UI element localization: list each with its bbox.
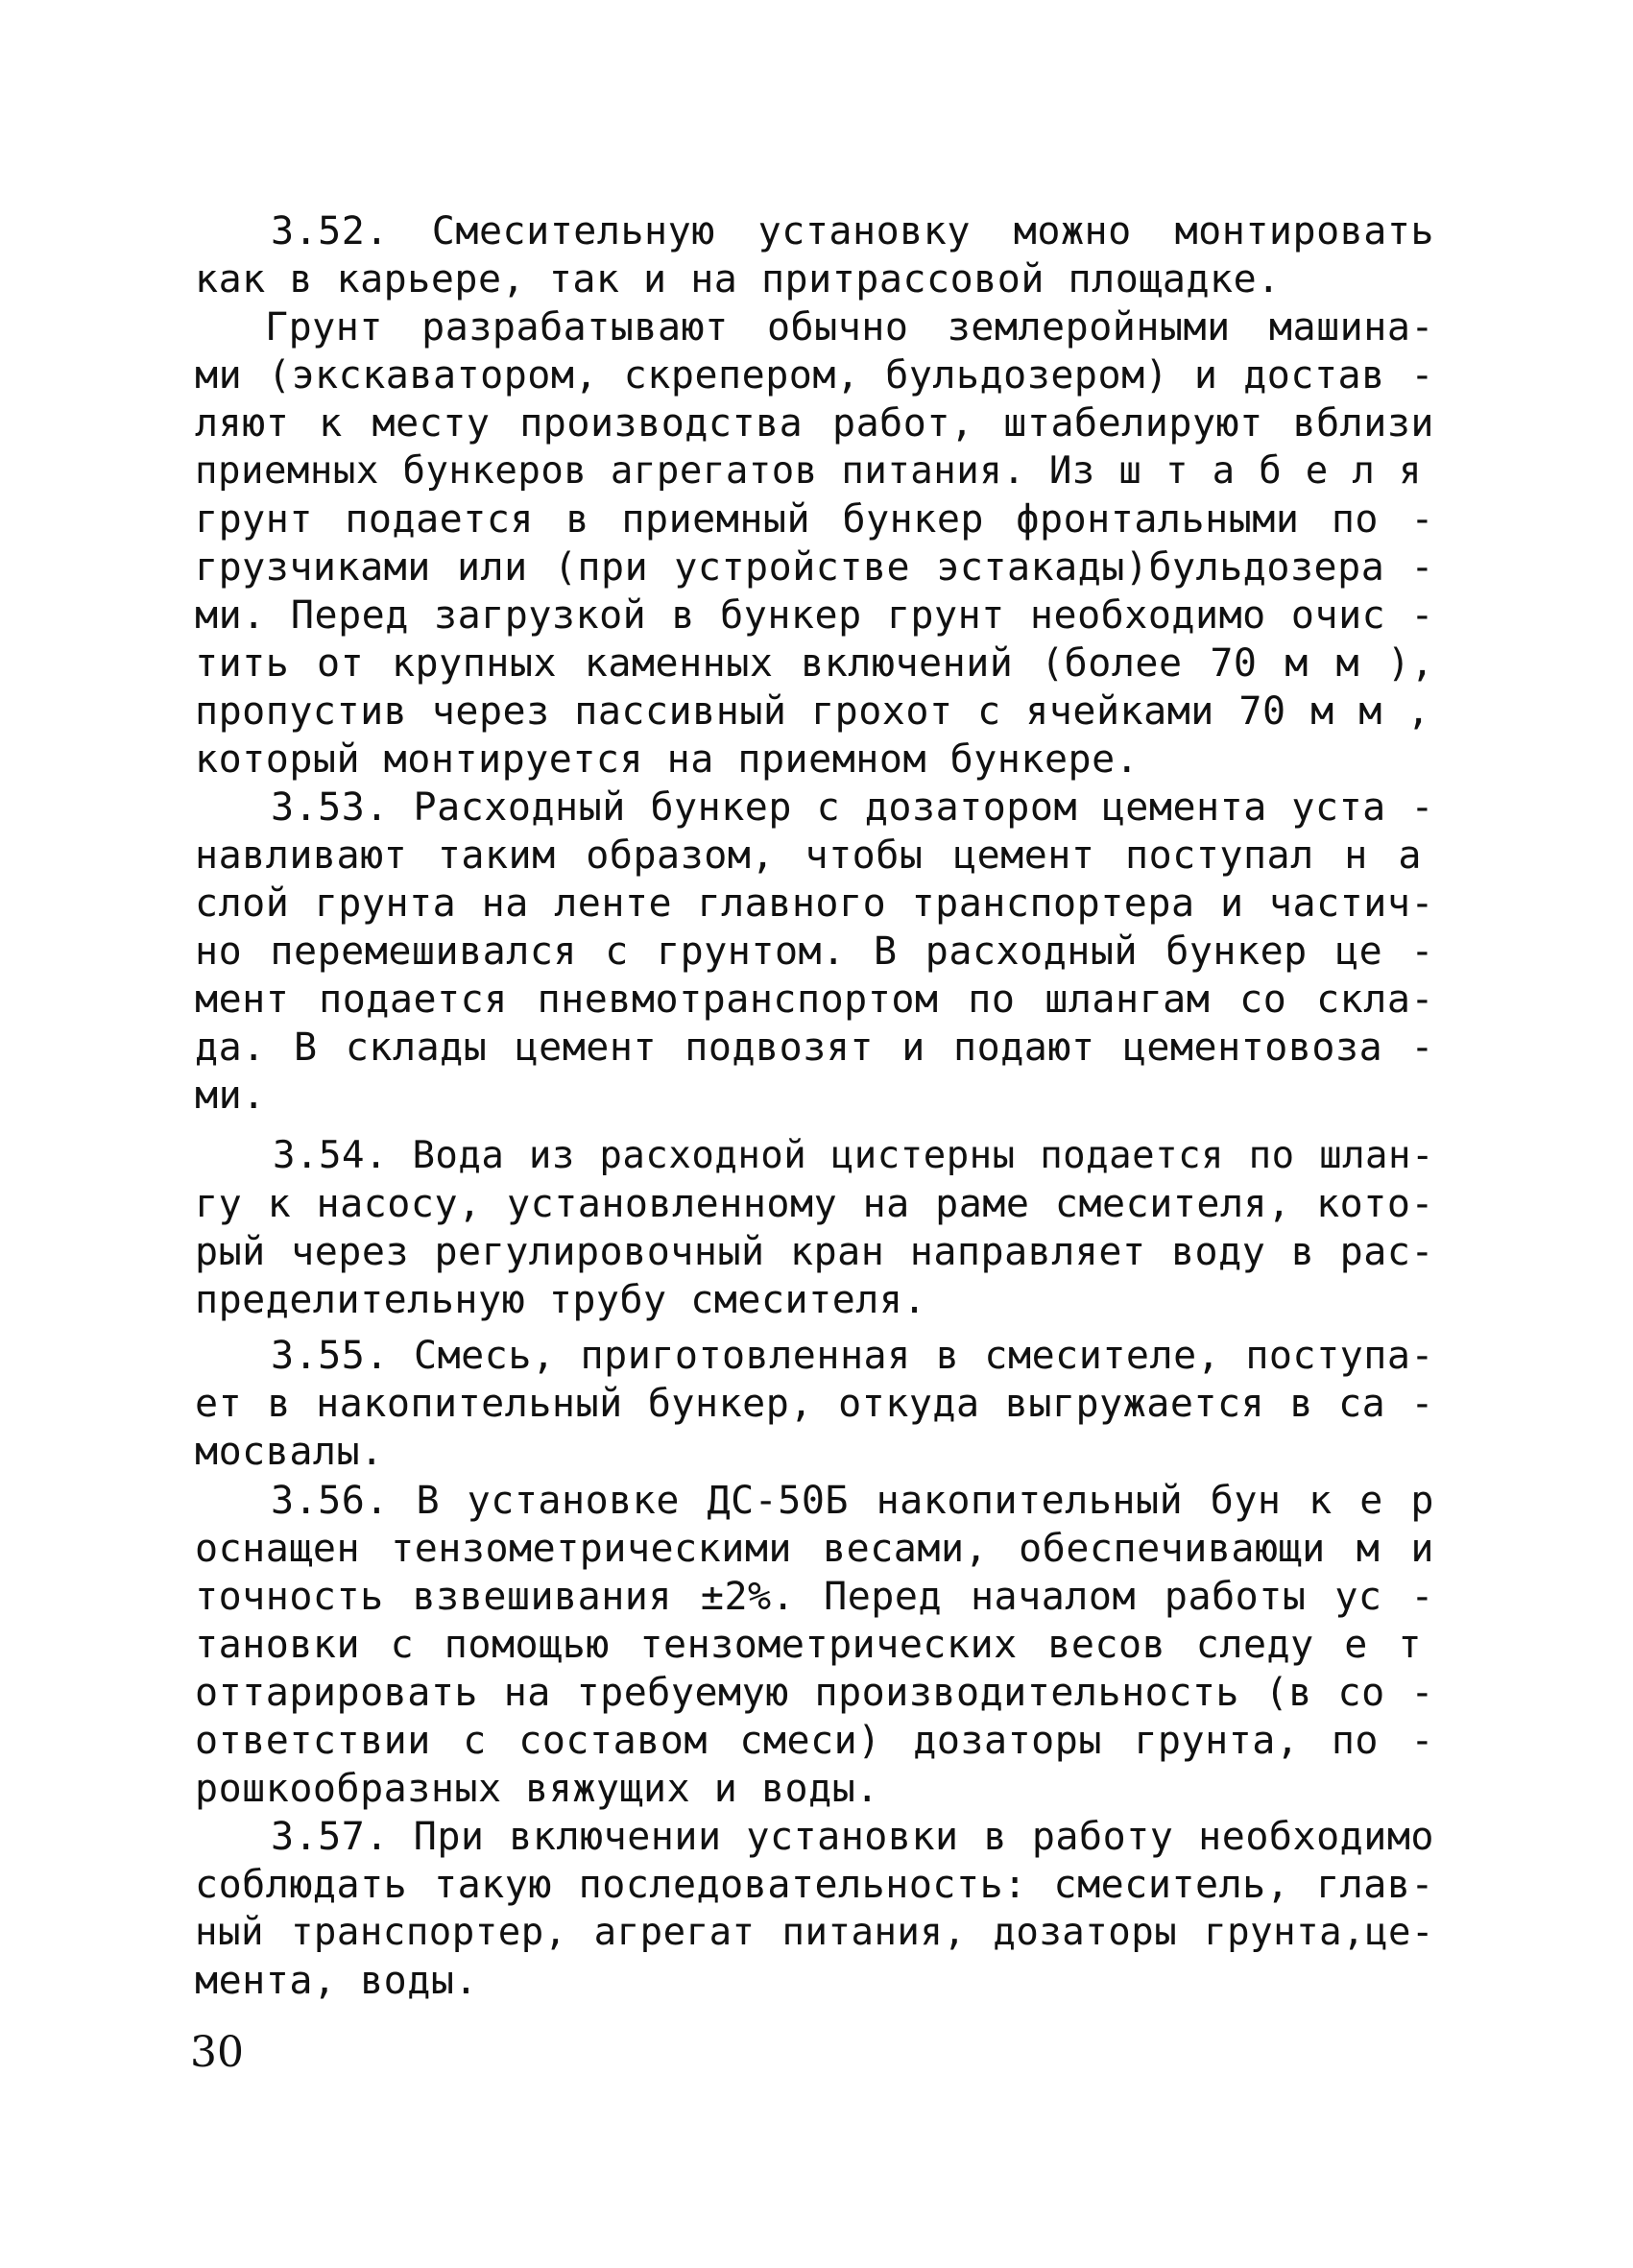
text-line: 3.57. При включении установки в работу необходимо <box>271 1815 1434 1859</box>
text-line: ми. <box>195 1074 266 1118</box>
text-line: ляют к месту производства работ, штабелируют вблизи <box>195 401 1434 446</box>
text-line: который монтируется на приемном бункере. <box>195 737 1140 782</box>
text-line: приемных бункеров агрегатов питания. Из ш т а б е л я <box>195 449 1422 493</box>
text-line: мент подается пневмотранспортом по шлангам со скла- <box>195 977 1434 1022</box>
text-line: грунт подается в приемный бункер фронтальными по - <box>195 497 1434 542</box>
text-line: ми (экскаватором, скрепером, бульдозером) и достав - <box>195 353 1434 398</box>
text-line: да. В склады цемент подвозят и подают цементовоза - <box>195 1025 1434 1070</box>
text-line: ет в накопительный бункер, откуда выгружается в са - <box>195 1382 1434 1426</box>
text-line: 3.52. Смесительную установку можно монтировать <box>271 209 1434 253</box>
text-line: ный транспортер, агрегат питания, дозаторы грунта,це- <box>195 1911 1434 1954</box>
text-line: мосвалы. <box>195 1430 384 1474</box>
text-line: как в карьере, так и на притрассовой площадке. <box>195 257 1281 302</box>
text-line: слой грунта на ленте главного транспортера и частич- <box>195 881 1434 926</box>
text-line: тановки с помощью тензометрических весов следу е т <box>195 1623 1422 1667</box>
text-line: 3.53. Расходный бункер с дозатором цемента уста - <box>271 785 1434 830</box>
text-line: оснащен тензометрическими весами, обеспечивающи м и <box>195 1527 1434 1571</box>
text-line: соблюдать такую последовательность: смеситель, глав- <box>195 1863 1434 1907</box>
text-line: ответствии с составом смеси) дозаторы грунта, по - <box>195 1719 1434 1763</box>
page-number: 30 <box>190 2028 244 2077</box>
text-line: Грунт разрабатывают обычно землеройными машина- <box>265 305 1434 350</box>
text-line: оттарировать на требуемую производительность (в со - <box>195 1671 1434 1715</box>
text-line: точность взвешивания ±2%. Перед началом работы ус - <box>195 1575 1434 1619</box>
text-line: 3.55. Смесь, приготовленная в смесителе, поступа- <box>271 1334 1434 1378</box>
text-line: пределительную трубу смесителя. <box>195 1278 927 1322</box>
text-line: ми. Перед загрузкой в бункер грунт необходимо очис - <box>195 593 1434 638</box>
text-line: рошкообразных вяжущих и воды. <box>195 1767 879 1811</box>
text-line: 3.54. Вода из расходной цистерны подается по шлан- <box>273 1134 1434 1177</box>
text-line: навливают таким образом, чтобы цемент поступал н а <box>195 833 1422 878</box>
text-line: 3.56. В установке ДС-50Б накопительный бун к е р <box>271 1479 1434 1523</box>
text-line: гу к насосу, установленному на раме смесителя, кото- <box>195 1182 1434 1226</box>
text-line: грузчиками или (при устройстве эстакады)бульдозера - <box>195 545 1434 590</box>
text-line: пропустив через пассивный грохот с ячейками 70 м м , <box>195 689 1430 734</box>
text-line: рый через регулировочный кран направляет воду в рас- <box>195 1230 1434 1274</box>
text-line: тить от крупных каменных включений (более 70 м м ), <box>195 641 1434 686</box>
text-line: мента, воды. <box>195 1959 478 2003</box>
text-line: но перемешивался с грунтом. В расходный бункер це - <box>195 929 1434 974</box>
